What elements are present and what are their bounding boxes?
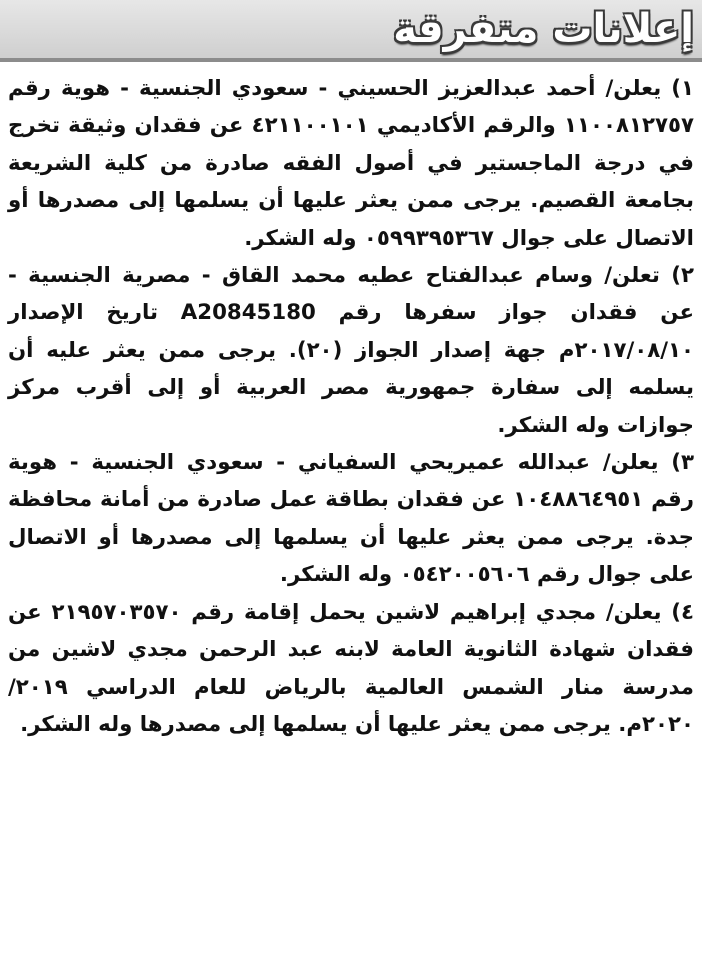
ad-item-3 (0, 444, 694, 594)
section-header (0, 0, 702, 62)
ad-text: ٤) يعلن/ مجدي إبراهيم لاشين يحمل إقامة رقم ٢١٩٥٧٠٣٥٧٠ عن فقدان شهادة الثانوية العامة لابنه عبد الرحمن مجدي لاشين من مدرسة منار الشمس العالمية بالرياض للعام الدراسي ٢٠١٩/ ٢٠٢٠م. يرجى ممن يعثر عليها أن يسلمها إلى مصدرها وله الشكر. (0, 599, 694, 737)
ad-text: ٣) يعلن/ عبدالله عميريحي السفياني - سعودي الجنسية - هوية رقم ١٠٤٨٨٦٤٩٥١ عن فقدان بطاقة عمل صادرة من أمانة محافظة جدة. يرجى ممن يعثر عليها أن يسلمها إلى مصدرها أو الاتصال على جوال رقم ٠٥٤٢٠٠٥٦٠٦ وله الشكر. (0, 450, 694, 588)
ad-item-1 (0, 70, 694, 257)
ad-item-2 (0, 257, 695, 444)
ad-item-4 (0, 594, 694, 744)
ads-list (0, 62, 695, 743)
section-title: إعلانات متفرقة (393, 6, 694, 52)
ad-text: ٢) تعلن/ وسام عبدالفتاح عطيه محمد القاق - مصرية الجنسية - عن فقدان جواز سفرها رقم A20845180 تاريخ الإصدار ٢٠١٧/٠٨/١٠م جهة إصدار الجواز (٢٠). يرجى ممن يعثر عليه أن يسلمه إلى سفارة جمهورية مصر العربية أو إلى أقرب مركز جوازات وله الشكر. (0, 263, 695, 438)
ad-text: ١) يعلن/ أحمد عبدالعزيز الحسيني - سعودي الجنسية - هوية رقم ١١٠٠٨١٢٧٥٧ والرقم الأكاديمي ٤٢١١٠٠١٠١ عن فقدان وثيقة تخرج في درجة الماجستير في أصول الفقه صادرة من كلية الشريعة بجامعة القصيم. يرجى ممن يعثر عليها أن يسلمها إلى مصدرها أو الاتصال على جوال ٠٥٩٩٣٩٥٣٦٧ وله الشكر. (0, 76, 694, 251)
